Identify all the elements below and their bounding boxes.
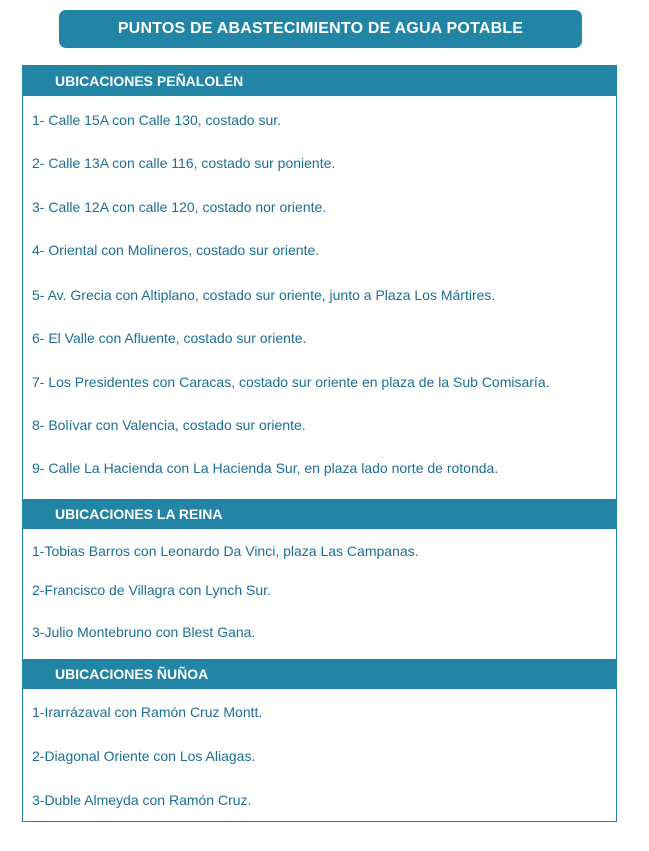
location-item: 1- Calle 15A con Calle 130, costado sur. (32, 112, 282, 128)
location-item: 2- Calle 13A con calle 116, costado sur poniente. (32, 155, 336, 171)
location-item: 3-Duble Almeyda con Ramón Cruz. (32, 792, 252, 808)
location-item: 3-Julio Montebruno con Blest Gana. (32, 624, 256, 640)
location-item: 6- El Valle con Afluente, costado sur oriente. (32, 330, 307, 346)
location-item: 2-Francisco de Villagra con Lynch Sur. (32, 582, 271, 598)
location-item: 7- Los Presidentes con Caracas, costado sur oriente en plaza de la Sub Comisaría. (32, 374, 550, 390)
location-item: 1-Irarrázaval con Ramón Cruz Montt. (32, 704, 263, 720)
location-item: 1-Tobias Barros con Leonardo Da Vinci, plaza Las Campanas. (32, 543, 419, 559)
section-header-penalolen: UBICACIONES PEÑALOLÉN (23, 66, 616, 96)
location-item: 5- Av. Grecia con Altiplano, costado sur oriente, junto a Plaza Los Mártires. (32, 287, 496, 303)
location-item: 3- Calle 12A con calle 120, costado nor oriente. (32, 199, 327, 215)
location-item: 4- Oriental con Molineros, costado sur oriente. (32, 242, 320, 258)
location-item: 9- Calle La Hacienda con La Hacienda Sur, en plaza lado norte de rotonda. (32, 460, 499, 476)
page-title: PUNTOS DE ABASTECIMIENTO DE AGUA POTABLE (59, 10, 582, 48)
location-item: 8- Bolívar con Valencia, costado sur oriente. (32, 417, 306, 433)
location-item: 2-Diagonal Oriente con Los Aliagas. (32, 748, 256, 764)
section-header-la-reina: UBICACIONES LA REINA (23, 499, 616, 529)
section-header-nunoa: UBICACIONES ÑUÑOA (23, 659, 616, 689)
locations-panel (22, 65, 617, 822)
